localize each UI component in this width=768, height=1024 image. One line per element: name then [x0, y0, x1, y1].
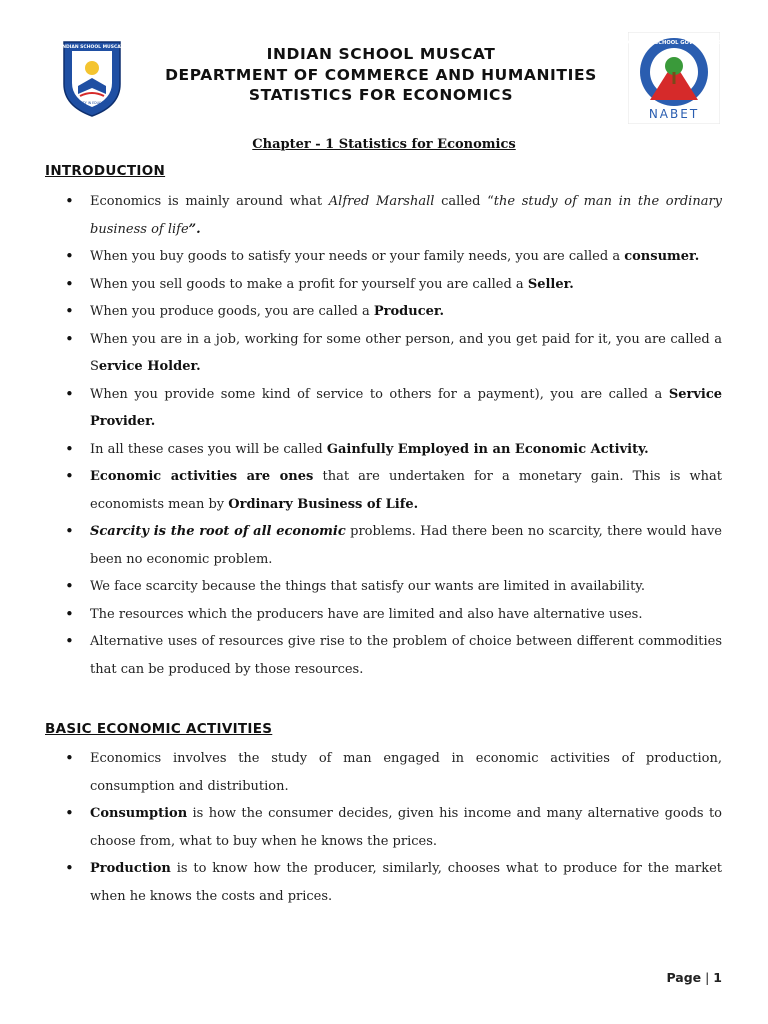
subject-name: STATISTICS FOR ECONOMICS	[248, 86, 514, 104]
chapter-title: Chapter - 1 Statistics for Economics	[252, 137, 516, 152]
page-label: Page	[666, 970, 702, 985]
list-item: • When you are in a job, working for some other person, and you get paid for it, you are called a Service Holder.	[45, 326, 722, 381]
department-name: DEPARTMENT OF COMMERCE AND HUMANITIES	[165, 65, 597, 84]
list-item: • Economic activities are ones that are undertaken for a monetary gain. This is what economists mean by Ordinary Business of Life.	[45, 463, 722, 518]
section-heading-introduction: INTRODUCTION	[45, 163, 166, 179]
page-separator: |	[701, 970, 714, 985]
list-item: • Production is to know how the producer, similarly, chooses what to produce for the market when he knows the costs and prices.	[45, 855, 722, 910]
crest-motto-text: QUALITY IN EDUCATION	[73, 101, 111, 105]
document-header	[130, 44, 632, 106]
nabet-ring-text: QUALITY SCHOOL GOVERNANCE	[628, 40, 720, 46]
crest-ring-text: INDIAN SCHOOL MUSCAT	[60, 45, 124, 50]
list-item: • We face scarcity because the things that satisfy our wants are limited in availability.	[45, 573, 722, 601]
list-item: • Scarcity is the root of all economic problems. Had there been no scarcity, there would have been no economic problem.	[45, 518, 722, 573]
school-crest-logo	[58, 38, 126, 118]
list-item: • When you produce goods, you are called a Producer.	[45, 298, 722, 326]
list-item: • The resources which the producers have are limited and also have alternative uses.	[45, 601, 722, 629]
list-item: • Alternative uses of resources give rise to the problem of choice between different commodities that can be produced by those resources.	[45, 628, 722, 683]
nabet-label: NABET	[648, 107, 700, 121]
list-item: • When you sell goods to make a profit for yourself you are called a Seller.	[45, 271, 722, 299]
school-name: INDIAN SCHOOL MUSCAT	[266, 45, 496, 63]
introduction-list	[45, 188, 722, 683]
list-item: • Economics involves the study of man engaged in economic activities of production, consumption and distribution.	[45, 745, 722, 800]
section-heading-basic-economic-activities: BASIC ECONOMIC ACTIVITIES	[45, 721, 273, 737]
list-item: • Economics is mainly around what Alfred Marshall called “the study of man in the ordinary business of life”.	[45, 188, 722, 243]
list-item: • In all these cases you will be called Gainfully Employed in an Economic Activity.	[45, 436, 722, 464]
page-number: 1	[713, 970, 722, 985]
list-item: • When you buy goods to satisfy your needs or your family needs, you are called a consumer.	[45, 243, 722, 271]
nabet-logo	[628, 32, 720, 124]
basic-activities-list	[45, 745, 722, 910]
list-item: • When you provide some kind of service to others for a payment), you are called a Service Provider.	[45, 381, 722, 436]
list-item: • Consumption is how the consumer decides, given his income and many alternative goods to choose from, what to buy when he knows the prices.	[45, 800, 722, 855]
page-number-footer	[666, 970, 722, 985]
